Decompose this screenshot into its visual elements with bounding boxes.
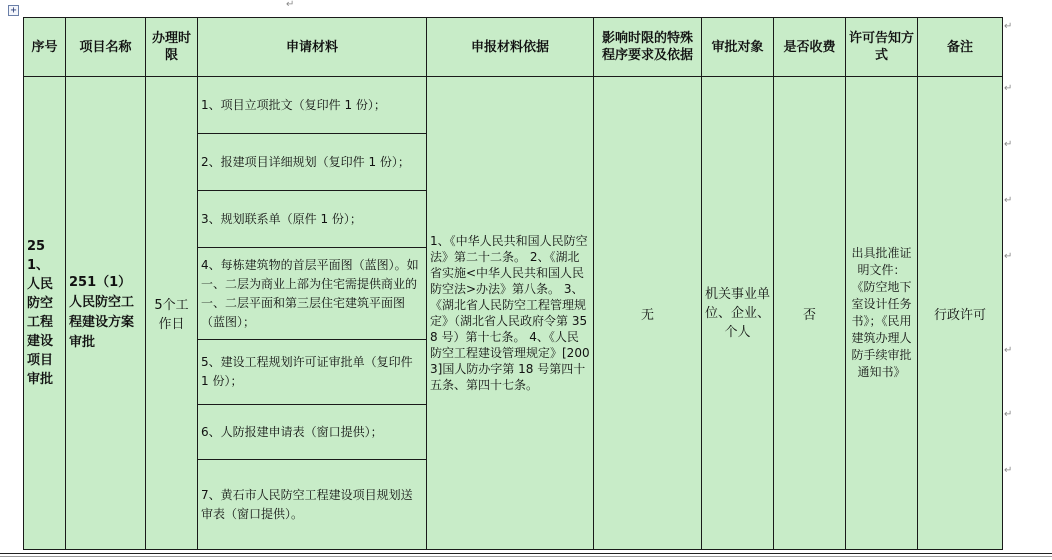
table-move-handle-icon[interactable]: + <box>8 5 19 16</box>
material-item: 2、报建项目详细规划（复印件 1 份）； <box>198 134 427 191</box>
header-time-limit: 办理时限 <box>146 18 198 77</box>
cell-special-procedure: 无 <box>594 77 702 550</box>
page-divider <box>0 553 1052 554</box>
header-materials: 申请材料 <box>198 18 427 77</box>
cell-time-limit: 5个工作日 <box>146 77 198 550</box>
header-fee: 是否收费 <box>774 18 846 77</box>
material-item: 5、建设工程规划许可证审批单（复印件 1 份）； <box>198 340 427 405</box>
paragraph-mark-icon: ↵ <box>1004 83 1013 94</box>
cell-remark: 行政许可 <box>918 77 1003 550</box>
header-special-procedure: 影响时限的特殊程序要求及依据 <box>594 18 702 77</box>
cell-seq: 251、人民防空工程建设项目审批 <box>24 77 66 550</box>
material-item: 7、黄石市人民防空工程建设项目规划送审表（窗口提供）。 <box>198 460 427 550</box>
cell-target: 机关事业单位、企业、个人 <box>702 77 774 550</box>
header-remark: 备注 <box>918 18 1003 77</box>
material-item: 3、规划联系单（原件 1 份）； <box>198 191 427 248</box>
header-row <box>24 18 1003 77</box>
cell-fee: 否 <box>774 77 846 550</box>
paragraph-mark-icon: ↵ <box>1004 251 1013 262</box>
paragraph-mark-icon: ↵ <box>1004 465 1013 476</box>
header-target: 审批对象 <box>702 18 774 77</box>
paragraph-mark-icon: ↵ <box>1004 409 1013 420</box>
paragraph-mark-icon: ↵ <box>286 0 295 10</box>
material-item: 6、人防报建申请表（窗口提供）； <box>198 405 427 460</box>
paragraph-mark-icon: ↵ <box>1004 195 1013 206</box>
paragraph-mark-icon: ↵ <box>1004 139 1013 150</box>
approval-items-table <box>23 17 1003 550</box>
header-notice: 许可告知方式 <box>846 18 918 77</box>
paragraph-mark-icon: ↵ <box>1004 21 1013 32</box>
paragraph-mark-icon: ↵ <box>1004 345 1013 356</box>
table-row <box>24 77 1003 134</box>
cell-basis: 1、《中华人民共和国人民防空法》第二十二条。 2、《湖北省实施<中华人民共和国人民防空法>办法》第八条。 3、《湖北省人民防空工程管理规定》（湖北省人民政府令第 358 号）第十七条。 4、《人民防空工程建设管理规定》[2003]国人防办字第 18 号第四十五条、第四十七条。 <box>427 77 594 550</box>
material-item: 1、项目立项批文（复印件 1 份）； <box>198 77 427 134</box>
header-project-name: 项目名称 <box>66 18 146 77</box>
material-item: 4、每栋建筑物的首层平面图（蓝图）。如一、二层为商业上部为住宅需提供商业的一、二层平面和第三层住宅建筑平面图（蓝图）； <box>198 248 427 340</box>
page-divider <box>0 556 1052 557</box>
header-seq: 序号 <box>24 18 66 77</box>
cell-project-name: 251（1）人民防空工程建设方案审批 <box>66 77 146 550</box>
header-materials-basis: 申报材料依据 <box>427 18 594 77</box>
cell-notice: 出具批准证明文件：《防空地下室设计任务书》；《民用建筑办理人防手续审批通知书》 <box>846 77 918 550</box>
